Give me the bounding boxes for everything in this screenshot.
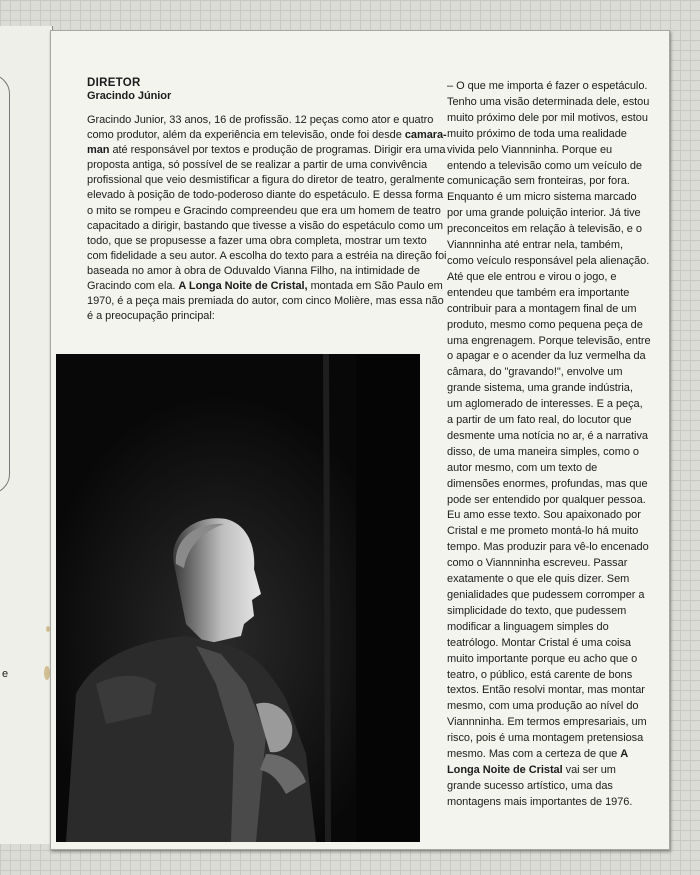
emphasis-camara-man: camara-man: [87, 129, 447, 157]
interview-quote: – O que me importa é fazer o espetáculo. Tenho uma visão determinada dele, estou muito próximo dele por mil motivos, estou muito próximo de toda uma realidade vivida pelo Viannninha. Porque eu entendo a televisão como um veículo de comunicação sem fronteiras, por fora. Enquanto é um micro sistema marcado por uma grande poluição interior. Já tive preconceitos em relação à televisão, e o Viannninha até entrar nela, também, como veículo responsável pela alienação. Até que ele entrou e virou o jogo, e entendeu que também era importante contribuir para a montagem final de um produto, mesmo como pequena peça de uma engrenagem. Porque televisão, entre o apagar e o acender da luz vermelha da câmara, do "gravando!", envolve um grande sistema, uma grande indústria, um aglomerado de interesses. E a peça, a partir de um fato real, do locutor que desmente uma notícia no ar, é a narrativa disso, de uma maneira simples, como o autor mesmo, com um texto de dimensões enormes, profundas, mas que pode ser entendido por qualquer pessoa. Eu amo esse texto. Sou apaixonado por Cristal e me prometo montá-lo há muito tempo. Mas produzir para vê-lo encenado como o Viannninha escreveu. Passar exatamente o que ele quis dizer. Sem genialidades que pudessem corromper a simplicidade do texto, que pudessem modificar a linguagem simples do teatrólogo. Montar Cristal é uma coisa muito importante porque eu acho que o teatro, o público, está carente de bons textos. Então resolvi montar, mas montar mesmo, com uma produção ao nível do Viannninha. Em termos empresariais, um risco, pois é uma montagem pretensiosa mesmo. Mas com a certeza de que A Longa Noite de Cristal vai ser um grande sucesso artístico, uma das montagens mais importantes de 1976.: [447, 80, 651, 808]
play-title: A Longa Noite de Cristal,: [178, 280, 308, 293]
director-name: Gracindo Júnior: [87, 90, 172, 102]
left-text-column: [87, 77, 447, 324]
facing-page-edge: [0, 26, 53, 844]
magazine-page: [50, 30, 670, 850]
play-title-quote: A Longa Noite de Cristal: [447, 748, 628, 776]
facing-page-text-fragment: e: [2, 668, 9, 680]
intro-paragraph: Gracindo Junior, 33 anos, 16 de profissão. 12 peças como ator e quatro como produtor, além da experiência em televisão, onde foi desde camara-man até responsável por textos e produção de programas. Dirigir era uma proposta antiga, só possível de se realizar a partir de uma convivência profissional que veio desmistificar a figura do diretor de teatro, geralmente elevado à posição de todo-poderoso diante do espetáculo. E dessa forma o mito se rompeu e Gracindo compreendeu que era um homem de teatro capacitado a dirigir, bastando que tivesse a visão do espetáculo como um todo, que se propusesse a fazer uma obra completa, mostrar um texto com fidelidade a seu autor. A escolha do texto para a estréia na direção foi baseada no amor à obra de Oduvaldo Vianna Filho, na intimidade de Gracindo com ela. A Longa Noite de Cristal, montada em São Paulo em 1970, é a peça mais premiada do autor, com cinco Molière, mas essa não é a preocupação principal:: [87, 114, 447, 323]
director-photo: [56, 354, 420, 842]
right-text-column: [447, 79, 651, 811]
facing-page-frame: [0, 74, 10, 494]
section-heading: DIRETOR: [87, 77, 141, 89]
director-portrait: [56, 354, 420, 842]
